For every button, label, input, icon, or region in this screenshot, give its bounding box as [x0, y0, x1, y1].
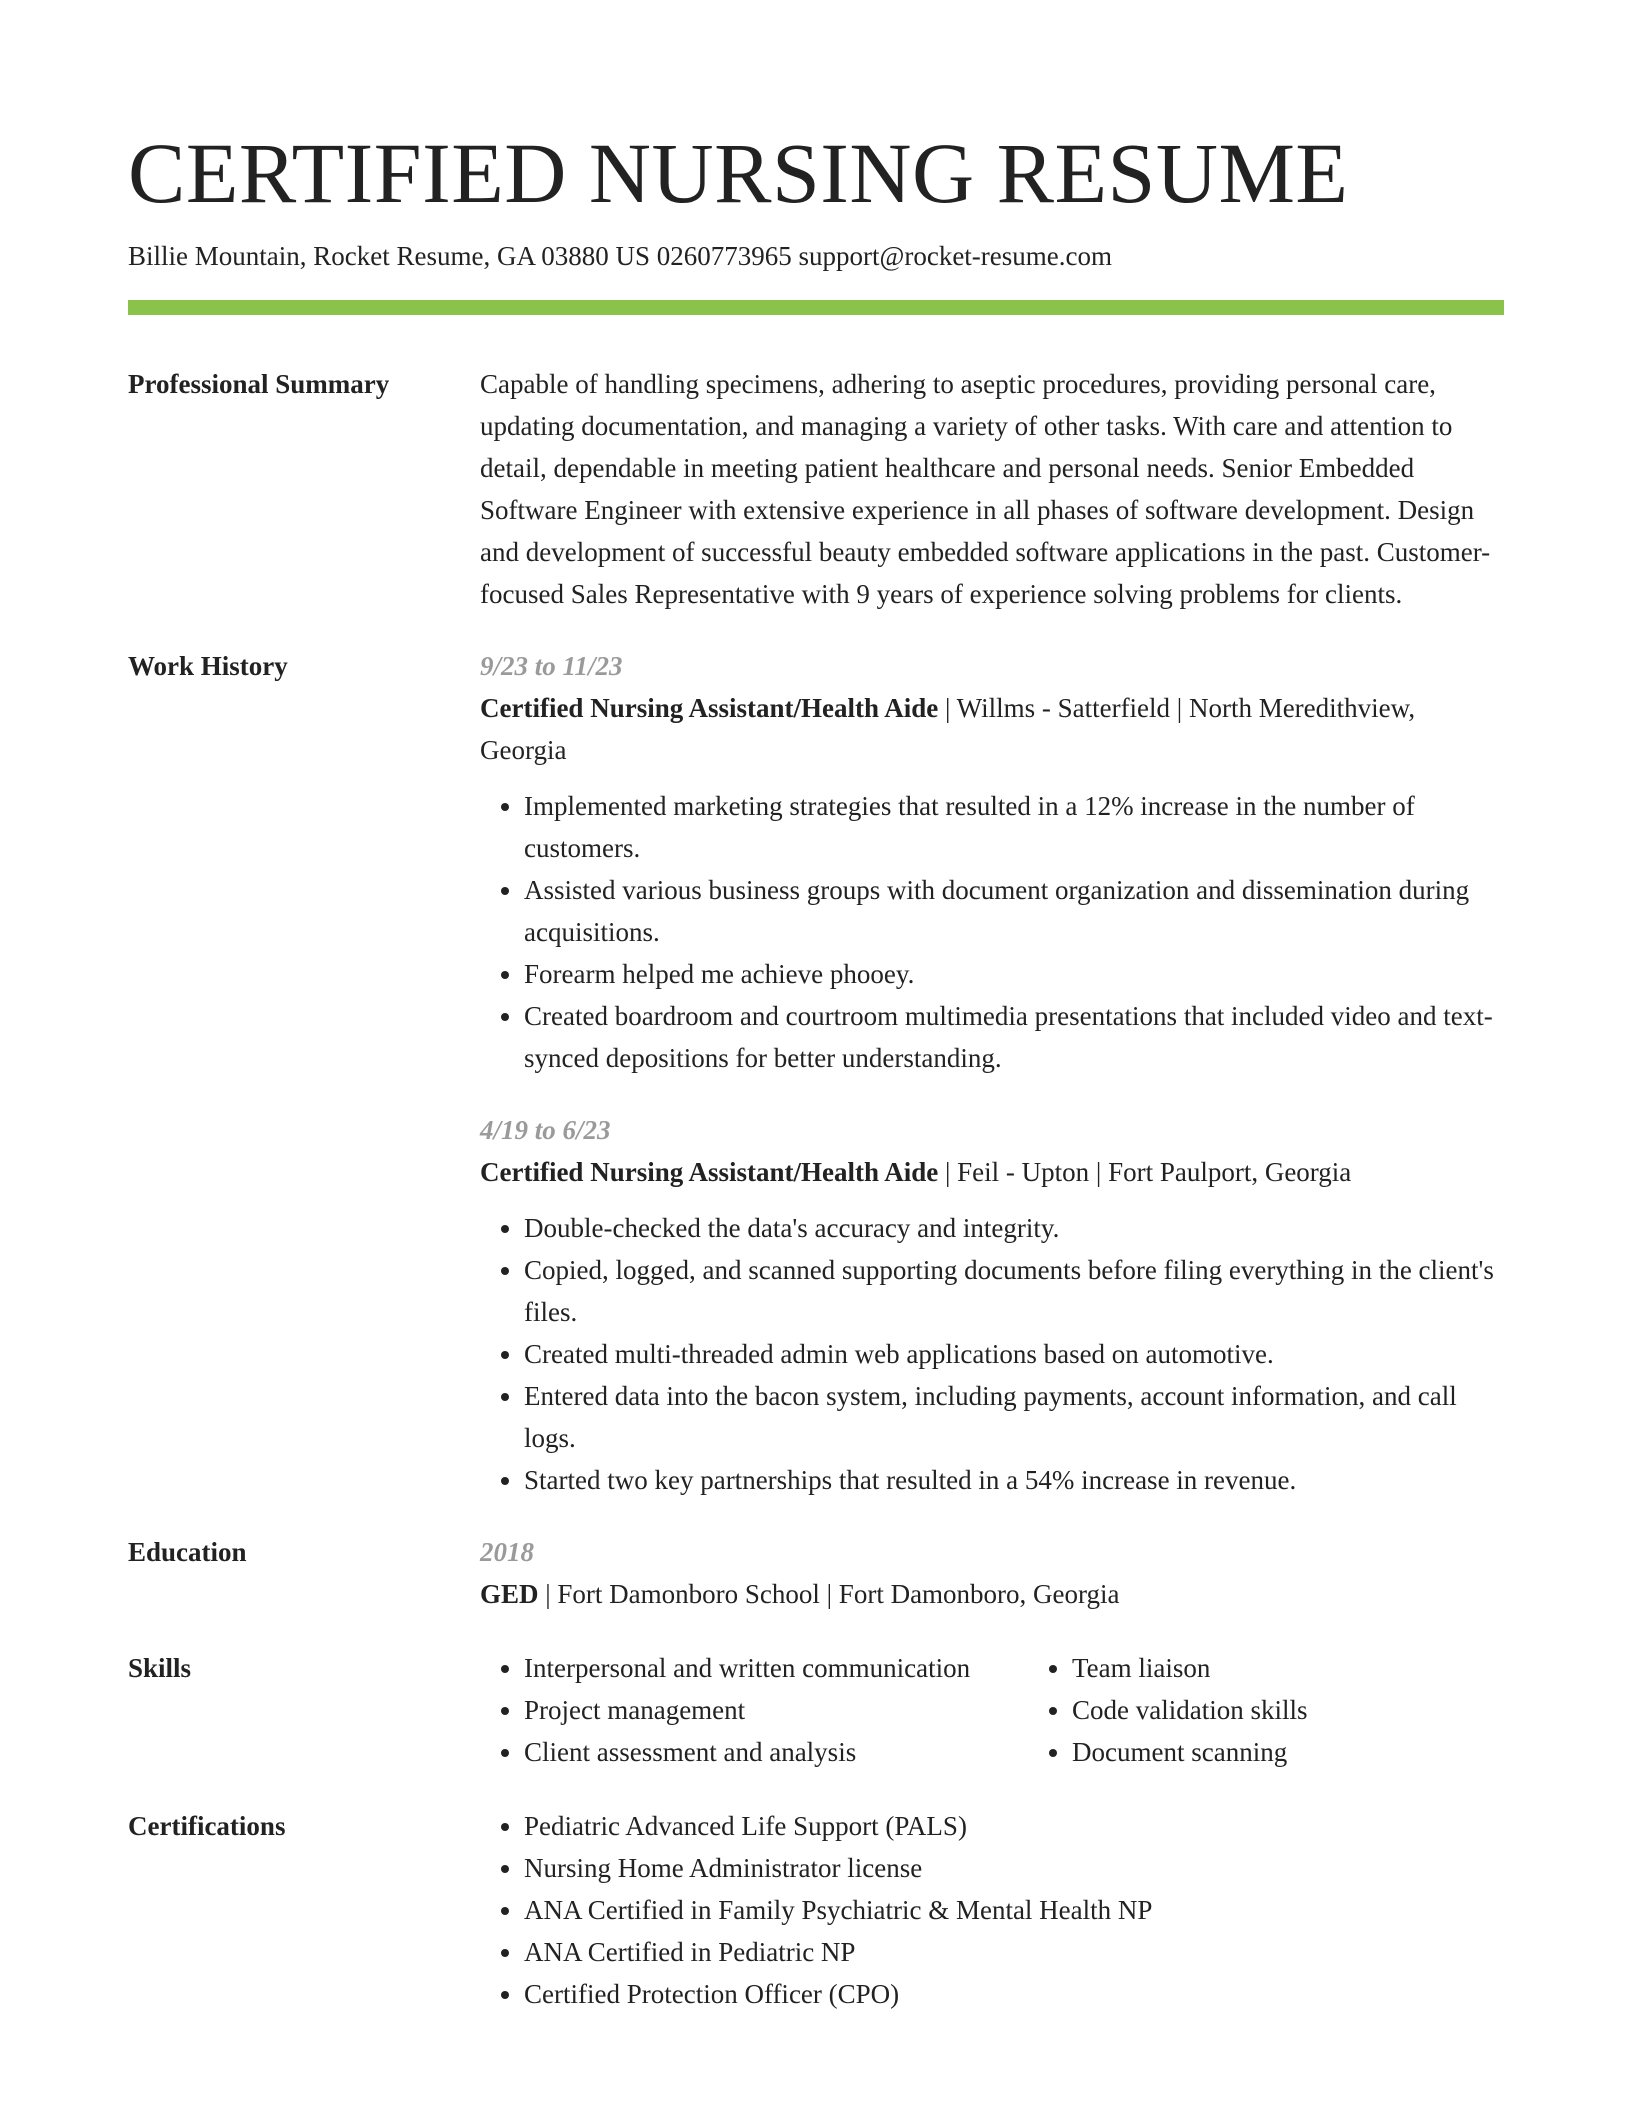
education-line	[480, 1573, 1504, 1615]
job-details: | Willms - Satterfield | North Meredithview, Georgia	[480, 693, 1416, 765]
work-history-content	[480, 645, 1504, 1501]
education-date: 2018	[480, 1537, 534, 1567]
contact-info: Billie Mountain, Rocket Resume, GA 03880 US 0260773965 support@rocket-resume.com	[128, 241, 1112, 271]
skills-column	[1028, 1647, 1504, 1773]
summary-text: Capable of handling specimens, adhering to aseptic procedures, providing personal care, updating documentation, and managing a variety of other tasks. With care and attention to detail, dependable in meeting patient healthcare and personal needs. Senior Embedded Software Engineer with extensive experience in all phases of software development. Design and development of successful beauty embedded software applications in the past. Customer-focused Sales Representative with 9 years of experience solving problems for clients.	[480, 369, 1491, 609]
education-heading: Education	[128, 1537, 247, 1567]
certification-item: • Certified Protection Officer (CPO)	[524, 1973, 1504, 2015]
education-section	[128, 1531, 1504, 1615]
job-bullet: • Forearm helped me achieve phooey.	[524, 953, 1504, 995]
job-bullet: • Double-checked the data's accuracy and integrity.	[524, 1207, 1504, 1249]
job-bullet: • Started two key partnerships that resulted in a 54% increase in revenue.	[524, 1459, 1504, 1501]
job-bullet: • Implemented marketing strategies that resulted in a 12% increase in the number of customers.	[524, 785, 1504, 869]
job-entry	[480, 1109, 1504, 1501]
skill-item: • Interpersonal and written communication	[524, 1647, 1028, 1689]
job-line	[480, 1151, 1504, 1193]
certification-item: • ANA Certified in Family Psychiatric & Mental Health NP	[524, 1889, 1504, 1931]
job-bullet: • Assisted various business groups with document organization and dissemination during acquisitions.	[524, 869, 1504, 953]
certification-item: • Nursing Home Administrator license	[524, 1847, 1504, 1889]
job-bullets	[480, 1207, 1504, 1501]
certification-item: • ANA Certified in Pediatric NP	[524, 1931, 1504, 1973]
summary-heading: Professional Summary	[128, 369, 390, 399]
job-bullet: • Entered data into the bacon system, including payments, account information, and call logs.	[524, 1375, 1504, 1459]
skill-item: • Client assessment and analysis	[524, 1731, 1028, 1773]
skill-item: • Code validation skills	[1072, 1689, 1504, 1731]
accent-divider	[128, 300, 1504, 315]
certifications-content	[480, 1805, 1504, 2015]
skills-heading: Skills	[128, 1653, 192, 1683]
job-title: Certified Nursing Assistant/Health Aide	[480, 1157, 939, 1187]
job-bullets	[480, 785, 1504, 1079]
job-details: | Feil - Upton | Fort Paulport, Georgia	[938, 1157, 1352, 1187]
certifications-list	[480, 1805, 1504, 2015]
resume-title: CERTIFIED NURSING RESUME	[128, 125, 1349, 221]
skills-section	[128, 1647, 1504, 1773]
education-details: | Fort Damonboro School | Fort Damonboro, Georgia	[538, 1579, 1120, 1609]
certifications-section	[128, 1805, 1504, 2015]
work-history-heading: Work History	[128, 651, 288, 681]
skill-item: • Team liaison	[1072, 1647, 1504, 1689]
education-degree: GED	[480, 1579, 539, 1609]
resume-page	[128, 118, 1504, 2015]
certification-item: • Pediatric Advanced Life Support (PALS)	[524, 1805, 1504, 1847]
job-bullet: • Created multi-threaded admin web applications based on automotive.	[524, 1333, 1504, 1375]
education-content	[480, 1531, 1504, 1615]
skill-item: • Project management	[524, 1689, 1028, 1731]
job-entry	[480, 645, 1504, 1079]
skill-item: • Document scanning	[1072, 1731, 1504, 1773]
skills-content	[480, 1647, 1504, 1773]
work-history-section	[128, 645, 1504, 1501]
certifications-heading: Certifications	[128, 1811, 286, 1841]
job-date: 4/19 to 6/23	[480, 1115, 611, 1145]
job-title: Certified Nursing Assistant/Health Aide	[480, 693, 939, 723]
job-bullet: • Copied, logged, and scanned supporting documents before filing everything in the client's files.	[524, 1249, 1504, 1333]
job-date: 9/23 to 11/23	[480, 651, 623, 681]
skills-column	[480, 1647, 1028, 1773]
job-bullet: • Created boardroom and courtroom multimedia presentations that included video and text-synced depositions for better understanding.	[524, 995, 1504, 1079]
summary-section	[128, 363, 1504, 615]
job-line	[480, 687, 1504, 771]
